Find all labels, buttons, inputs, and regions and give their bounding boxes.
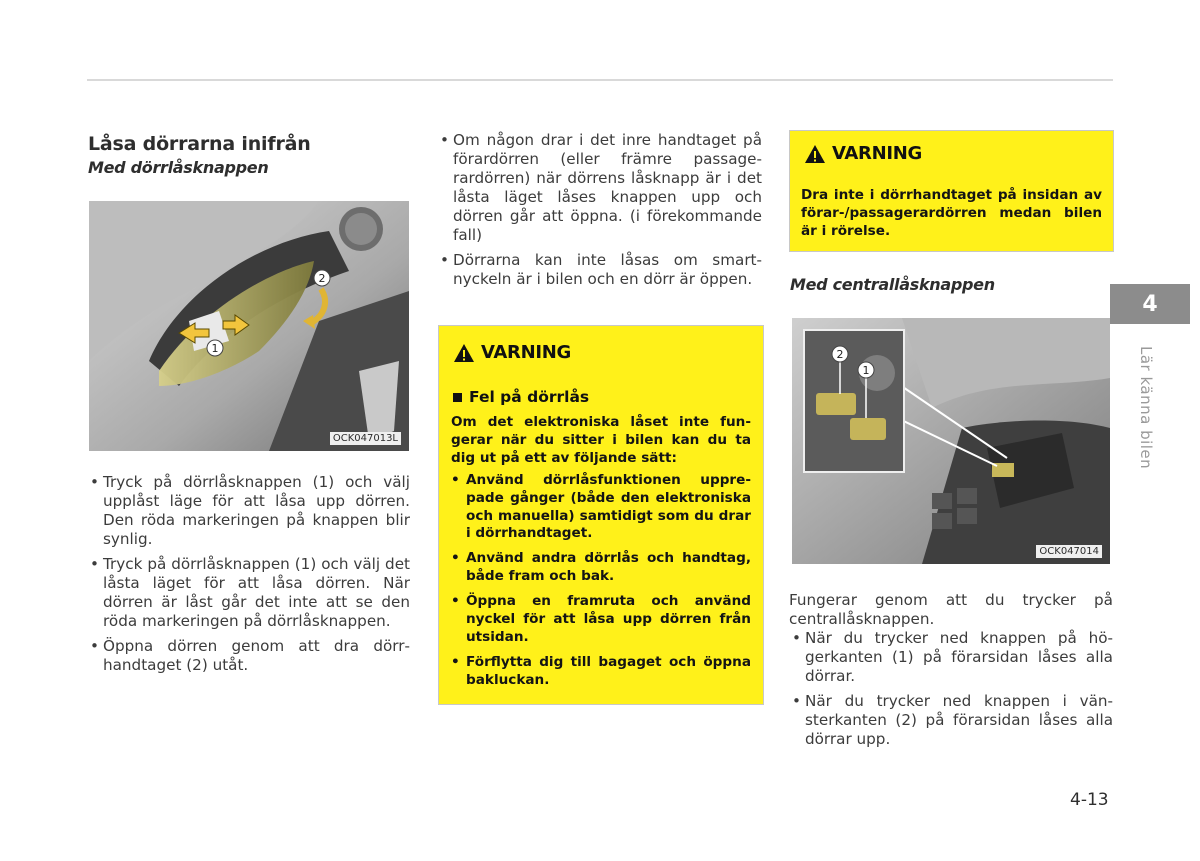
callout-2: 2 [318,272,326,285]
chapter-tab: 4 [1110,284,1190,324]
chapter-label: Lär känna bilen [1137,346,1155,470]
callout-1: 1 [862,364,870,377]
list-item: • Om någon drar i det inre handtaget på förardörren (eller främre passagerardörren) när dörrens låsknapp är i det låsta läget låses knappen upp och dörren går att öppna. (i förekommande fall) [438,131,762,244]
list-item: • Tryck på dörrlåsknappen (1) och välj det låsta läget för att låsa dörren. När dörren är låst går det inte att se den röda markeringen på dörrlåsknappen. [88,555,410,631]
door-handle-figure [89,201,409,451]
warning-intro: Om det elektroniska låset inte fungerar när du sitter i bilen kan du ta dig ut på ett av följande sätt: [451,414,751,466]
warning-subheading: Fel på dörrlås [469,388,590,406]
warning-text: Dra inte i dörrhandtaget på insidan av förar-/passagerardörren medan bilen är i rörelse. [801,187,1102,239]
left-bullet-list [88,473,410,682]
figure-code: OCK047014 [1036,545,1102,558]
middle-bullet-list [438,131,762,295]
warning-triangle-icon [804,144,826,164]
door-handle-illustration [89,201,409,451]
warning-title: VARNING [481,342,572,363]
central-lock-subtitle: Med centrallåsknappen [790,275,995,294]
list-item: • Använd dörrlåsfunktionen upprepade gånger (både den elektroniska och manuella) samtidigt som du drar i dörrhandtaget. [451,472,751,544]
warning-title: VARNING [832,143,923,164]
callout-2: 2 [836,348,844,361]
list-item: • Tryck på dörrlåsknappen (1) och välj upplåst läge för att låsa upp dörren. Den röda markeringen på knappen blir synlig. [88,473,410,549]
list-item: • Använd andra dörrlås och handtag, både fram och bak. [451,550,751,586]
list-item: • Dörrarna kan inte låsas om smartnyckeln är i bilen och en dörr är öppen. [438,251,762,289]
list-item: • Öppna dörren genom att dra dörrhandtaget (2) utåt. [88,637,410,675]
warning-box-door-lock-failure [438,325,764,705]
list-item: • När du trycker ned knappen på högerkanten (1) på förarsidan låses alla dörrar. [790,629,1113,686]
square-bullet-icon [453,393,462,402]
central-lock-illustration [792,318,1110,564]
page-number: 4-13 [1070,790,1109,810]
right-bullet-list [790,629,1113,755]
section-title: Låsa dörrarna inifrån [88,133,311,155]
central-lock-intro: Fungerar genom att du trycker på centrallåsknappen. [789,591,1113,628]
list-item: • Förflytta dig till bagaget och öppna bakluckan. [451,654,751,690]
list-item: • Öppna en framruta och använd nyckel för att låsa upp dörren från utsidan. [451,593,751,647]
callout-1: 1 [211,342,219,355]
list-item: • När du trycker ned knappen i vänsterkanten (2) på förarsidan låses alla dörrar upp. [790,692,1113,749]
warning-triangle-icon [453,343,475,363]
top-rule [87,79,1113,81]
central-lock-figure [792,318,1110,564]
warning-box-moving-vehicle [789,130,1114,252]
figure-code: OCK047013L [330,432,401,445]
section-subtitle: Med dörrlåsknappen [88,158,269,177]
